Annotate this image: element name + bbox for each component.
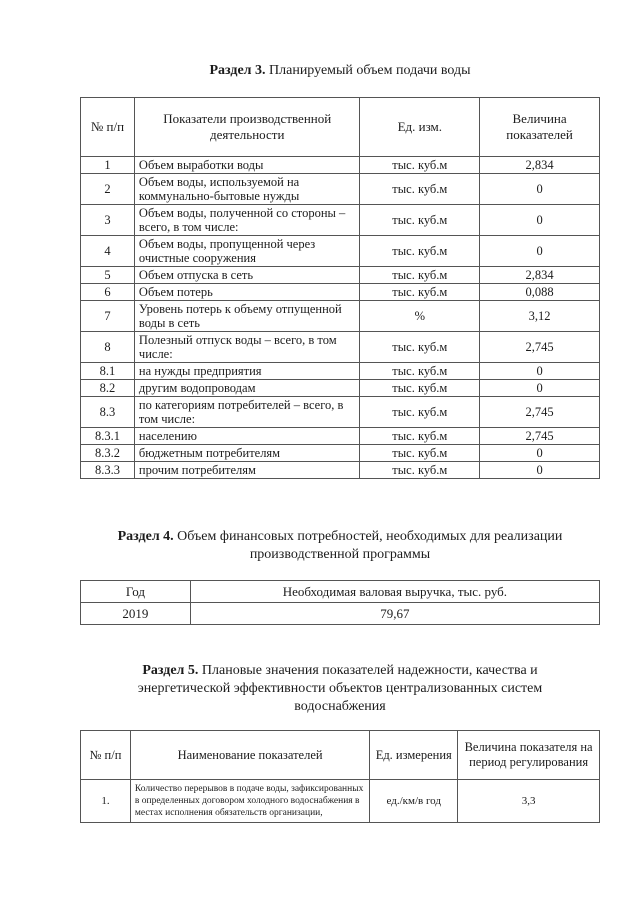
row-value: 0,088 bbox=[480, 284, 600, 301]
table-row bbox=[81, 332, 600, 363]
row-unit: тыс. куб.м bbox=[360, 267, 480, 284]
section3-title-text: Планируемый объем подачи воды bbox=[269, 63, 471, 78]
row-unit: тыс. куб.м bbox=[360, 462, 480, 479]
row-number: 3 bbox=[81, 205, 135, 236]
row-indicator: Объем отпуска в сеть bbox=[134, 267, 360, 284]
row-value: 0 bbox=[480, 174, 600, 205]
row-indicator: Объем воды, полученной со стороны – всего, в том числе: bbox=[134, 205, 360, 236]
row-number: 8.3.3 bbox=[81, 462, 135, 479]
row-unit: тыс. куб.м bbox=[360, 332, 480, 363]
row-unit: тыс. куб.м bbox=[360, 236, 480, 267]
table-row bbox=[81, 397, 600, 428]
section3-heading bbox=[80, 62, 600, 80]
section5-heading bbox=[110, 662, 570, 716]
section5-header-row bbox=[81, 731, 600, 780]
row-value: 0 bbox=[480, 380, 600, 397]
row-value: 3,12 bbox=[480, 301, 600, 332]
row-number: 8.3.1 bbox=[81, 428, 135, 445]
header-year: Год bbox=[81, 581, 191, 603]
row-number: 7 bbox=[81, 301, 135, 332]
table-row bbox=[81, 205, 600, 236]
row-number: 1. bbox=[81, 780, 131, 823]
row-number: 8.2 bbox=[81, 380, 135, 397]
row-indicator: Объем выработки воды bbox=[134, 157, 360, 174]
header-number: № п/п bbox=[81, 731, 131, 780]
row-unit: % bbox=[360, 301, 480, 332]
header-number: № п/п bbox=[81, 98, 135, 157]
row-value: 0 bbox=[480, 205, 600, 236]
row-value: 3,3 bbox=[458, 780, 600, 823]
row-number: 8.1 bbox=[81, 363, 135, 380]
row-value: 2,745 bbox=[480, 332, 600, 363]
section4-title-bold: Раздел 4. bbox=[117, 529, 174, 544]
row-number: 8 bbox=[81, 332, 135, 363]
table-row bbox=[81, 780, 600, 823]
table-row bbox=[81, 157, 600, 174]
row-number: 4 bbox=[81, 236, 135, 267]
table-row bbox=[81, 236, 600, 267]
row-number: 5 bbox=[81, 267, 135, 284]
header-value: Величина показателей bbox=[480, 98, 600, 157]
row-unit: ед./км/в год bbox=[370, 780, 458, 823]
table-row bbox=[81, 462, 600, 479]
row-unit: тыс. куб.м bbox=[360, 397, 480, 428]
table-row bbox=[81, 603, 600, 625]
table-row bbox=[81, 380, 600, 397]
section5-title-bold: Раздел 5. bbox=[142, 663, 199, 678]
row-unit: тыс. куб.м bbox=[360, 363, 480, 380]
year-cell: 2019 bbox=[81, 603, 191, 625]
row-value: 0 bbox=[480, 445, 600, 462]
row-unit: тыс. куб.м bbox=[360, 380, 480, 397]
row-number: 8.3.2 bbox=[81, 445, 135, 462]
section4-title-text: Объем финансовых потребностей, необходимых для реализации производственной программы bbox=[177, 529, 563, 562]
table-row bbox=[81, 284, 600, 301]
row-number: 8.3 bbox=[81, 397, 135, 428]
header-value: Величина показателя на период регулирования bbox=[458, 731, 600, 780]
row-value: 0 bbox=[480, 363, 600, 380]
row-indicator: населению bbox=[134, 428, 360, 445]
table-row bbox=[81, 301, 600, 332]
header-unit: Ед. изм. bbox=[360, 98, 480, 157]
row-indicator: Полезный отпуск воды – всего, в том числе: bbox=[134, 332, 360, 363]
header-indicator: Показатели производственной деятельности bbox=[134, 98, 360, 157]
header-revenue: Необходимая валовая выручка, тыс. руб. bbox=[190, 581, 599, 603]
section4-table bbox=[80, 580, 600, 625]
row-indicator: на нужды предприятия bbox=[134, 363, 360, 380]
row-value: 2,834 bbox=[480, 157, 600, 174]
section4-heading bbox=[80, 528, 600, 564]
row-unit: тыс. куб.м bbox=[360, 157, 480, 174]
table-row bbox=[81, 174, 600, 205]
row-indicator: Объем воды, используемой на коммунально-бытовые нужды bbox=[134, 174, 360, 205]
row-value: 0 bbox=[480, 236, 600, 267]
header-indicator-name: Наименование показателей bbox=[130, 731, 369, 780]
section3-header-row bbox=[81, 98, 600, 157]
row-indicator: бюджетным потребителям bbox=[134, 445, 360, 462]
header-unit: Ед. измерения bbox=[370, 731, 458, 780]
section5-table bbox=[80, 730, 600, 823]
section4-header-row bbox=[81, 581, 600, 603]
row-indicator: Объем воды, пропущенной через очистные сооружения bbox=[134, 236, 360, 267]
row-number: 6 bbox=[81, 284, 135, 301]
revenue-cell: 79,67 bbox=[190, 603, 599, 625]
row-unit: тыс. куб.м bbox=[360, 205, 480, 236]
table-row bbox=[81, 267, 600, 284]
table-row bbox=[81, 445, 600, 462]
row-indicator: по категориям потребителей – всего, в том числе: bbox=[134, 397, 360, 428]
row-indicator-name: Количество перерывов в подаче воды, зафиксированных в определенных договором холодного водоснабжения в местах исполнения обязательств организации, bbox=[130, 780, 369, 823]
row-value: 2,834 bbox=[480, 267, 600, 284]
row-indicator: Уровень потерь к объему отпущенной воды в сеть bbox=[134, 301, 360, 332]
row-indicator: Объем потерь bbox=[134, 284, 360, 301]
row-unit: тыс. куб.м bbox=[360, 445, 480, 462]
row-number: 1 bbox=[81, 157, 135, 174]
row-unit: тыс. куб.м bbox=[360, 428, 480, 445]
row-indicator: прочим потребителям bbox=[134, 462, 360, 479]
row-value: 2,745 bbox=[480, 397, 600, 428]
section3-title-bold: Раздел 3. bbox=[209, 63, 266, 78]
row-indicator: другим водопроводам bbox=[134, 380, 360, 397]
row-unit: тыс. куб.м bbox=[360, 284, 480, 301]
row-value: 0 bbox=[480, 462, 600, 479]
section3-table bbox=[80, 97, 600, 479]
section5-title-text: Плановые значения показателей надежности, качества и энергетической эффективности объектов централизованных систем водоснабжения bbox=[137, 663, 543, 714]
row-value: 2,745 bbox=[480, 428, 600, 445]
row-unit: тыс. куб.м bbox=[360, 174, 480, 205]
table-row bbox=[81, 428, 600, 445]
table-row bbox=[81, 363, 600, 380]
row-number: 2 bbox=[81, 174, 135, 205]
